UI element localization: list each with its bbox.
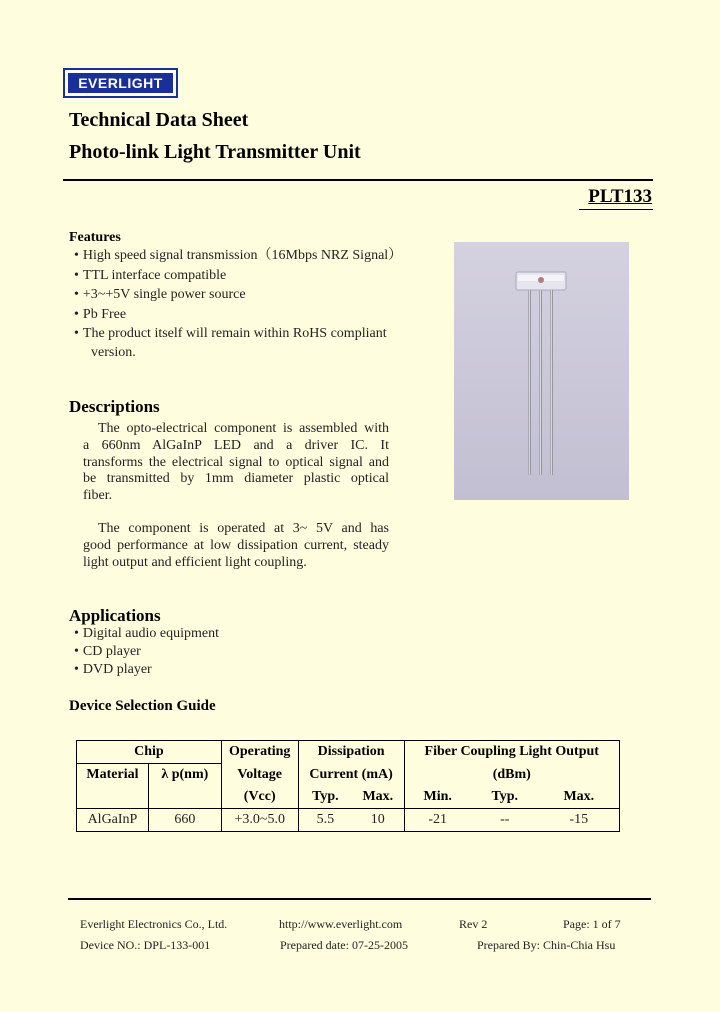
header-rule [63,179,653,181]
text-line: a 660nm AlGaInP LED and a driver IC. It [83,437,389,453]
cell-lambda: 660 [148,809,221,832]
applications-list [74,625,219,679]
features-continuation: version. [91,345,136,360]
current-header: Current (mA) [298,764,404,787]
footer-page: Page: 1 of 7 [563,917,621,931]
fiber-typ-header: Typ. [491,789,519,804]
product-photo [454,242,629,500]
list-item: • DVD player [74,661,219,679]
list-item: • Digital audio equipment [74,625,219,643]
features-heading: Features [69,230,121,245]
text-line: light output and efficient light coupling. [83,554,307,570]
footer-prepared-date: Prepared date: 07-25-2005 [280,938,408,952]
footer-device-no: Device NO.: DPL-133-001 [80,938,211,952]
cell-material: AlGaInP [77,809,149,832]
part-rule [579,209,653,210]
text-line: The component is operated at 3~ 5V and has [98,521,389,536]
everlight-logo [63,68,178,98]
list-item: • High speed signal transmission（16Mbps NRZ Signal） [74,246,402,266]
list-item: • +3~+5V single power source [74,285,402,305]
text-line: be transmitted by 1mm diameter plastic optical [83,471,389,487]
footer-rev: Rev 2 [459,917,488,931]
dissipation-header: Dissipation [298,741,404,764]
doc-title: Technical Data Sheet [69,109,249,131]
descriptions-heading: Descriptions [69,397,160,416]
fiber-max-header: Max. [539,786,620,809]
logo-text: EVERLIGHT [68,73,173,93]
device-selection-table [76,740,620,832]
fiber-header: Fiber Coupling Light Output [404,741,619,764]
list-item: • The product itself will remain within RoHS compliant [74,324,402,344]
cell-fiber-min: -21 [404,809,471,832]
diss-max-header: Max. [362,789,394,804]
cell-voltage: +3.0~5.0 [221,809,298,832]
chip-header: Chip [77,741,222,764]
features-list [74,246,402,344]
part-number: PLT133 [588,186,652,207]
diss-typ-header: Typ. [298,786,352,809]
cell-fiber-max: -15 [539,809,620,832]
cell-diss-max: 10 [352,809,404,832]
vcc-header: (Vcc) [221,786,298,809]
voltage-header: Voltage [221,764,298,787]
material-header: Material [77,764,149,787]
guide-heading: Device Selection Guide [69,698,216,714]
list-item: • CD player [74,643,219,661]
applications-heading: Applications [69,606,161,625]
text-line: fiber. [83,488,113,504]
operating-header: Operating [221,741,298,764]
description-paragraph-1 [83,421,389,505]
footer-rule [68,898,651,900]
fiber-min-header: Min. [404,786,471,809]
cell-fiber-typ: -- [471,809,539,832]
lambda-header: λ p(nm) [148,764,221,787]
footer-prepared-by: Prepared By: Chin-Chia Hsu [477,938,616,952]
list-item: • TTL interface compatible [74,266,402,286]
cell-diss-typ: 5.5 [298,809,352,832]
dbm-header: (dBm) [404,764,619,787]
description-paragraph-2 [83,521,389,571]
footer-url: http://www.everlight.com [279,917,403,931]
list-item: • Pb Free [74,305,402,325]
text-line: transforms the electrical signal to optical signal and [83,454,389,470]
footer-company: Everlight Electronics Co., Ltd. [80,917,228,931]
text-line: The opto-electrical component is assembled with [98,421,389,436]
doc-subtitle: Photo-link Light Transmitter Unit [69,141,361,163]
text-line: good performance at low dissipation current, steady [83,537,389,553]
